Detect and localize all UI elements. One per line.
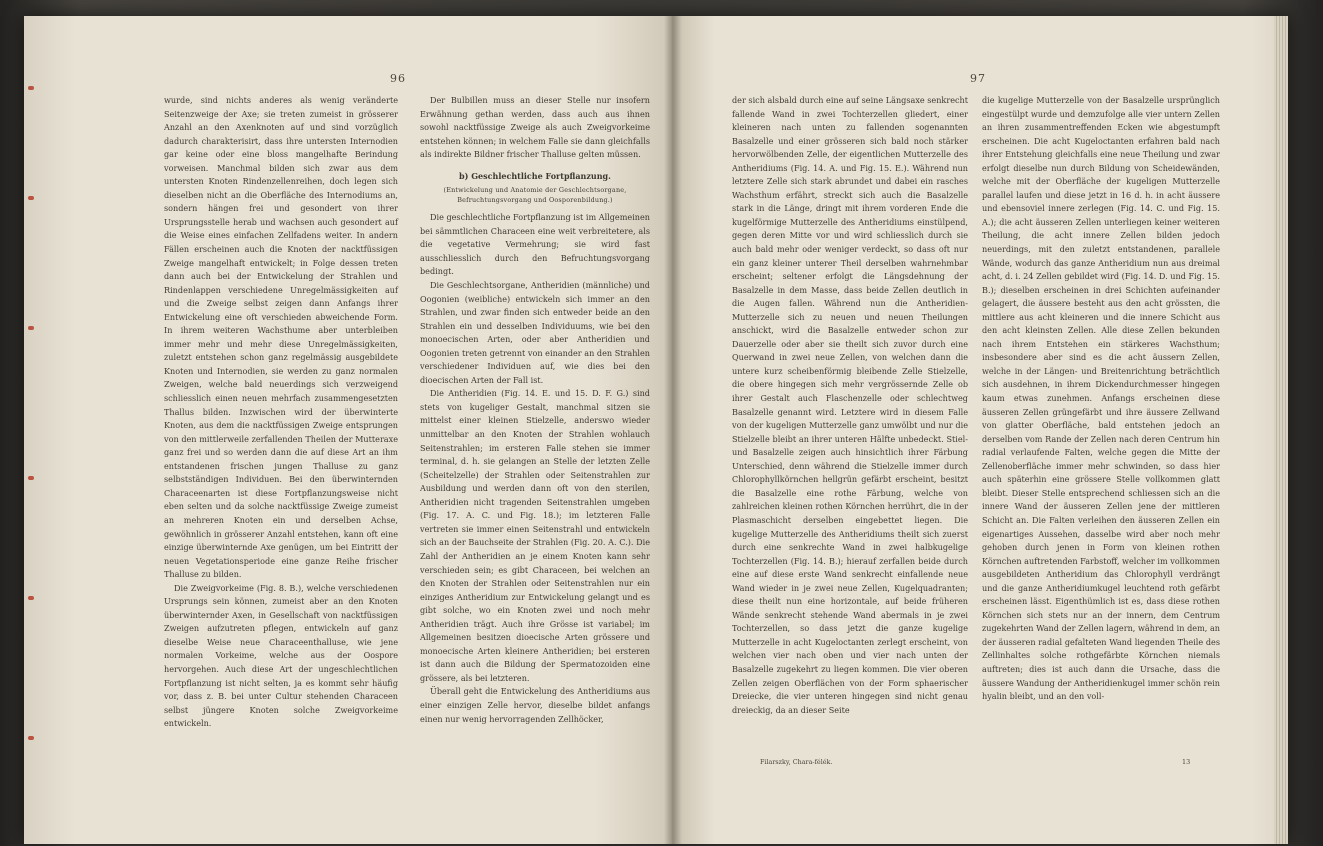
- paragraph: Die geschlechtliche Fortpflanzung ist im Allgemeinen bei sämmtlichen Characeen eine weit verbreitetere, als die vegetative Vermehrung; sie wird fast ausschliesslich durch den Befruchtungsvorgang bedingt.: [420, 212, 650, 277]
- page-number-right: 97: [970, 72, 986, 85]
- paragraph: Die Zweigvorkeime (Fig. 8. B.), welche verschiedenen Ursprungs sein können, zumeist aber an den Knoten überwinternder Axen, in Gesellschaft von nacktfüssigen Zweigen aufzutreten pflegen, entwickeln auf ganz dieselbe Weise neue Characeenthalluse, wie jene normalen Vorkeime, welche aus der Oospore hervorgehen. Auch diese Art der ungeschlechtlichen Fortpflanzung ist nicht selten, ja es kommt sehr häufig vor, dass z. B. bei unter Cultur stehenden Characeen selbst jüngere Knoten solche Zweigvorkeime entwickeln.: [164, 582, 398, 729]
- paragraph: der sich alsbald durch eine auf seine Längsaxe senkrecht fallende Wand in zwei Tochterzellen gliedert, einer kleineren nach unten zu fallenden sogenannten Basalzelle und einer grösseren sich bald noch stärker hervorwölbenden Zelle, der eigentlichen Mutterzelle des Antheridiums (Fig. 14. A. und Fig. 15. E.). Während nun letztere Zelle sich stark abrundet und dabei ein rasches Wachsthum erfährt, streckt sich auch die Basalzelle stark in die Länge, dringt mit ihrem vorderen Ende die kugelförmige Mutterzelle des Antheridiums einstülpend, gegen deren Mitte vor und wird schliesslich durch sie auch bald mehr oder weniger verdeckt, so dass oft nur ein ganz kleiner unterer Theil derselben wahrnehmbar erscheint; seltener erfolgt die Längsdehnung der Basalzelle in dem Masse, dass beide Zellen deutlich in die Augen fallen. Während nun die Antheridien-Mutterzelle sich zu neuen und neuen Theilungen anschickt, wird die Basalzelle entweder schon zur Dauerzelle oder aber sie theilt sich zuvor durch eine Querwand in zwei neue Zellen, von welchen dann die untere kurz scheibenförmig bleibende Zelle Stielzelle, die obere hingegen sich mehr vergrössernde Zelle ob ihrer Gestalt auch Flaschenzelle oder schlechtweg Basalzelle genannt wird. Letztere wird in diesem Falle von der kugeligen Mutterzelle ganz umwölbt und nur die Stielzelle bleibt an ihrer unteren Hälfte unbedeckt. Stiel- und Basalzelle zeigen auch hinsichtlich ihrer Färbung Unterschied, denn während die Stielzelle immer durch Chlorophyllkörnchen hellgrün gefärbt erscheint, besitzt die Basalzelle eine rothe Färbung, welche von zahlreichen kleinen rothen Körnchen herrührt, die in der Plasmaschicht derselben eingebettet liegen. Die kugelige Mutterzelle des Antheridiums theilt sich zuerst durch eine senkrechte Wand in zwei halbkugelige Tochterzellen (Fig. 14. B.); hierauf zerfallen beide durch eine auf diese erste Wand senkrecht einfallende neue Wand wieder in je zwei neue Zellen, Kugelquadranten; diese theilt nun eine horizontale, auf beide früheren Wände senkrecht stehende Wand abermals in je zwei Tochterzellen, so dass jetzt die ganze kugelige Mutterzelle in acht Kugeloctanten zerlegt erscheint, von welchen vier nach oben und vier nach unten der Basalzelle zugekehrt zu liegen kommen. Die vier oberen Zellen zeigen Oberflächen von der Form sphaerischer Dreiecke, die vier unteren hingegen sind nicht genau dreieckig, da an dieser Seite: [732, 95, 968, 715]
- paragraph: Die Antheridien (Fig. 14. E. und 15. D. F. G.) sind stets von kugeliger Gestalt, manchmal sitzen sie mittelst einer kleinen Stielzelle, anderswo wieder unmittelbar an den Knoten der Strahlen wohlauch Seitenstrahlen; im ersteren Falle stehen sie immer terminal, d. h. sie gelangen an Stelle der letzten Zelle (Scheitelzelle) der Strahlen oder Seitenstrahlen zur Ausbildung und werden dann oft von den sterilen, Antheridien nicht tragenden Seitenstrahlen umgeben (Fig. 17. A. C. und Fig. 18.); im letzteren Falle vertreten sie immer einen Seitenstrahl und entwickeln sich an der Bauchseite der Strahlen (Fig. 20. A. C.). Die Zahl der Antheridien an je einem Knoten kann sehr verschieden sein; es gibt Characeen, bei welchen an den Knoten der Strahlen oder Seitenstrahlen nur ein einziges Antheridium zur Entwickelung gelangt und es gibt solche, wo ein Knoten zwei und noch mehr Antheridien trägt. Auch ihre Grösse ist variabel; im Allgemeinen besitzen dioecische Arten grössere und monoecische Arten kleinere Antheridien; bei ersteren ist dann auch die Bildung der Spermatozoiden eine grössere, als bei letzteren.: [420, 388, 650, 683]
- text-column-3: [732, 94, 968, 717]
- text-column-4: [982, 94, 1220, 704]
- footer-signature-mark: 13: [1182, 758, 1191, 766]
- paragraph: wurde, sind nichts anderes als wenig veränderte Seitenzweige der Axe; sie treten zumeist in grösserer Anzahl an den Axenknoten auf und sind vorzüglich dadurch charakterisirt, dass ihre untersten Internodien gar keine oder eine bloss mangelhafte Berindung vorweisen. Manchmal bilden sich zwar aus dem untersten Knoten Rindenzellenreihen, doch legen sich dieselben nicht an die Oberfläche des Internodiums an, sondern hängen frei und gesondert von ihrer Ursprungsstelle herab und wachsen auch gesondert auf die Weise eines einfachen Zellfadens weiter. In andern Fällen erscheinen auch die Knoten der nacktfüssigen Zweige mangelhaft entwickelt; in Folge dessen treten dann auch bei der Entwickelung der Strahlen und Rindenlappen verschiedene Unregelmässigkeiten auf und die Zweige selbst zeigen dann Anfangs ihrer Entwickelung eine oft verschieden abweichende Form. In ihrem weiteren Wachsthume aber unterbleiben immer mehr und mehr diese Unregelmässigkeiten, zuletzt entstehen schon ganz regelmässig ausgebildete Knoten und Internodien, sie werden zu ganz normalen Zweigen, welche bald neuerdings sich verzweigend schliesslich einen neuen mehrfach zusammengesetzten Thallus bilden. Inzwischen wird der überwinterte Knoten, aus dem die nacktfüssigen Zweige entsprungen von den mittlerweile zerfallenden Theilen der Mutteraxe ganz frei und so werden dann die auf diese Art an ihm entstandenen frischen jungen Thalluse zu ganz selbstständigen Individuen. Bei den überwinternden Characeenarten ist diese Fortpflanzungsweise nicht eben selten und da solche nacktfüssige Zweige zumeist an mehreren Knoten ein und derselben Achse, gewöhnlich in grösserer Anzahl entstehen, kann oft eine einzige überwinternde Axe genügen, um bei Eintritt der neuen Vegetationsperiode eine ganze Reihe frischer Thalluse zu bilden.: [164, 95, 398, 580]
- footer-author: Filarszky, Chara-félék.: [760, 758, 833, 766]
- paragraph: Überall geht die Entwickelung des Antheridiums aus einer einzigen Zelle hervor, dieselbe bildet anfangs einen nur wenig hervorragenden Zellhöcker,: [420, 686, 650, 724]
- right-page: [672, 16, 1288, 844]
- paragraph: Die Geschlechtsorgane, Antheridien (männliche) und Oogonien (weibliche) entwickeln sich immer an den Strahlen, und zwar finden sich entweder beide an den Strahlen ein und desselben Individuums, wie bei den monoecischen Arten, oder aber Antheridien und Oogonien treten getrennt von einander an den Strahlen verschiedener Individuen auf, wie dies bei den dioecischen Arten der Fall ist.: [420, 280, 650, 385]
- section-subheading: (Entwickelung und Anatomie der Geschlechtsorgane, Befruchtungsvorgang und Oosporenbildung.): [443, 186, 627, 205]
- text-column-2: [420, 94, 650, 726]
- paragraph: Der Bulbillen muss an dieser Stelle nur insofern Erwähnung gethan werden, dass auch aus ihnen sowohl nacktfüssige Zweige als auch Zweigvorkeime entstehen können; in welchem Falle sie dann gleichfalls als indirekte Bildner frischer Thalluse gelten müssen.: [420, 95, 650, 160]
- section-heading: b) Geschlechtliche Fortpflanzung.: [459, 170, 611, 181]
- open-book: [24, 16, 1288, 844]
- book-gutter: [664, 16, 682, 844]
- page-edge-stains: [28, 76, 38, 796]
- paragraph: die kugelige Mutterzelle von der Basalzelle ursprünglich eingestülpt wurde und demzufolge alle vier untern Zellen an ihren zusammentreffenden Ecken wie abgestumpft erscheinen. Die acht Kugeloctanten erfahren bald nach ihrer Entstehung gleichfalls eine neue Theilung und zwar erfolgt dieselbe nun durch Bildung von Scheidewänden, welche mit der Oberfläche der kugeligen Mutterzelle parallel laufen und diese jetzt in 16 d. h. in acht äussere und ebensoviel innere zerlegen (Fig. 14. C. und Fig. 15. A.); die acht äusseren Zellen unterliegen keiner weiteren Theilung, die acht innere Zellen bilden jedoch neuerdings, mit den zuletzt entstandenen, parallele Wände, wodurch das ganze Antheridium nun aus dreimal acht, d. i. 24 Zellen gebildet wird (Fig. 14. D. und Fig. 15. B.); dieselben erscheinen in drei Schichten aufeinander gelagert, die äussere besteht aus den acht grössten, die mittlere aus acht kleineren und die innere Schicht aus den acht kleinsten Zellen. Alle diese Zellen bekunden nach ihrem Entstehen ein stärkeres Wachsthum; insbesondere aber sind es die acht äussern Zellen, welche in der Längen- und Breitenrichtung beträchtlich sich ausdehnen, in ihrem Dickendurchmesser hingegen kaum etwas zunehmen. Anfangs erscheinen diese äusseren Zellen grüngefärbt und ihre äussere Zellwand von glatter Oberfläche, bald entstehen jedoch an derselben vom Rande der Zellen nach deren Centrum hin radial verlaufende Falten, welche gegen die Mitte der Zellenoberfläche immer mehr schwinden, so dass hier auch späterhin eine grössere Stelle vollkommen glatt bleibt. Dieser Stelle entsprechend schliessen sich an die innere Wand der äusseren Zellen jene der mittleren Schicht an. Die Falten verleihen den äusseren Zellen ein eigenartiges Aussehen, dasselbe wird aber noch mehr gehoben durch jenen in Form von kleinen rothen Körnchen auftretenden Farbstoff, welcher im vollkommen ausgebildeten Antheridium das Chlorophyll verdrängt und die ganze Antheridiumkugel leuchtend roth gefärbt erscheinen lässt. Eigenthümlich ist es, dass diese rothen Körnchen sich stets nur an der innern, dem Centrum zugekehrten Wand der Zellen lagern, während in dem, an der äusseren radial gefalteten Wand liegenden Theile des Zellinhaltes solche rothgefärbte Körnchen niemals auftreten; dies ist auch dann die Ursache, dass die äussere Wandung der Antheridienkugel immer schön rein hyalin bleibt, und an den voll-: [982, 95, 1220, 702]
- left-page: [24, 16, 672, 844]
- page-stack-edge: [1274, 16, 1288, 844]
- text-column-1: [164, 94, 398, 731]
- page-number-left: 96: [390, 72, 406, 85]
